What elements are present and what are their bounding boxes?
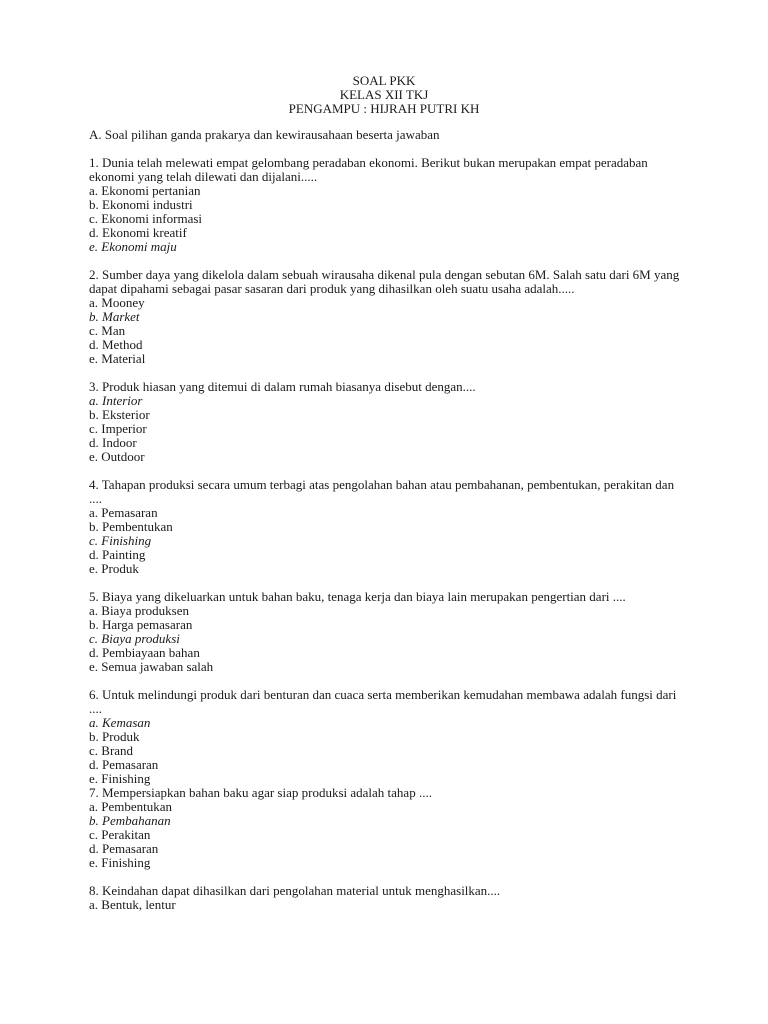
option-a: a. Ekonomi pertanian bbox=[89, 183, 201, 198]
question-text: 5. Biaya yang dikeluarkan untuk bahan baku, tenaga kerja dan biaya lain merupakan pengertian dari .... bbox=[89, 589, 626, 604]
option-a-answer: a. Kemasan bbox=[89, 715, 151, 730]
question-2 bbox=[89, 268, 689, 366]
question-1 bbox=[89, 156, 689, 254]
option-e: e. Semua jawaban salah bbox=[89, 659, 214, 674]
option-a: a. Bentuk, lentur bbox=[89, 897, 176, 912]
option-c: c. Ekonomi informasi bbox=[89, 211, 203, 226]
header-title: SOAL PKK bbox=[352, 73, 416, 88]
option-a: a. Pemasaran bbox=[89, 505, 158, 520]
option-d: d. Method bbox=[89, 337, 143, 352]
question-3 bbox=[89, 380, 689, 464]
option-a: a. Mooney bbox=[89, 295, 145, 310]
option-e: e. Finishing bbox=[89, 855, 151, 870]
option-c-answer: c. Finishing bbox=[89, 533, 152, 548]
option-c: c. Imperior bbox=[89, 421, 147, 436]
option-d: d. Indoor bbox=[89, 435, 137, 450]
option-e-answer: e. Ekonomi maju bbox=[89, 239, 177, 254]
question-7 bbox=[89, 786, 689, 870]
option-c: c. Man bbox=[89, 323, 126, 338]
question-text: 1. Dunia telah melewati empat gelombang peradaban ekonomi. Berikut bukan merupakan empat peradaban ekonomi yang telah dilewati dan dijalani..... bbox=[89, 155, 648, 184]
question-text: 2. Sumber daya yang dikelola dalam sebuah wirausaha dikenal pula dengan sebutan 6M. Salah satu dari 6M yang dapat dipahami sebagai pasar sasaran dari produk yang dihasilkan oleh suatu usaha adalah..... bbox=[89, 267, 680, 296]
option-a-answer: a. Interior bbox=[89, 393, 143, 408]
option-b-answer: b. Pembahanan bbox=[89, 813, 171, 828]
option-c-answer: c. Biaya produksi bbox=[89, 631, 180, 646]
question-8 bbox=[89, 884, 689, 912]
document-header bbox=[0, 74, 768, 116]
question-5 bbox=[89, 590, 689, 674]
option-b: b. Pembentukan bbox=[89, 519, 173, 534]
option-d: d. Pemasaran bbox=[89, 841, 159, 856]
option-d: d. Painting bbox=[89, 547, 146, 562]
section-intro: A. Soal pilihan ganda prakarya dan kewirausahaan beserta jawaban bbox=[89, 127, 440, 142]
option-b: b. Eksterior bbox=[89, 407, 150, 422]
option-d: d. Pemasaran bbox=[89, 757, 159, 772]
option-a: a. Pembentukan bbox=[89, 799, 173, 814]
question-text: 4. Tahapan produksi secara umum terbagi atas pengolahan bahan atau pembahanan, pembentukan, perakitan dan .... bbox=[89, 477, 675, 506]
question-text: 7. Mempersiapkan bahan baku agar siap produksi adalah tahap .... bbox=[89, 785, 432, 800]
option-e: e. Material bbox=[89, 351, 146, 366]
question-text: 3. Produk hiasan yang ditemui di dalam rumah biasanya disebut dengan.... bbox=[89, 379, 476, 394]
option-b: b. Produk bbox=[89, 729, 140, 744]
question-text: 6. Untuk melindungi produk dari benturan dan cuaca serta memberikan kemudahan membawa adalah fungsi dari .... bbox=[89, 687, 677, 716]
document-content bbox=[89, 128, 689, 926]
option-e: e. Finishing bbox=[89, 771, 151, 786]
option-a: a. Biaya produksen bbox=[89, 603, 190, 618]
question-6 bbox=[89, 688, 689, 786]
option-d: d. Pembiayaan bahan bbox=[89, 645, 200, 660]
question-4 bbox=[89, 478, 689, 576]
option-c: c. Perakitan bbox=[89, 827, 151, 842]
header-teacher: PENGAMPU : HIJRAH PUTRI KH bbox=[288, 101, 480, 116]
option-e: e. Produk bbox=[89, 561, 139, 576]
option-c: c. Brand bbox=[89, 743, 134, 758]
question-text: 8. Keindahan dapat dihasilkan dari pengolahan material untuk menghasilkan.... bbox=[89, 883, 501, 898]
header-class: KELAS XII TKJ bbox=[339, 87, 429, 102]
option-b: b. Ekonomi industri bbox=[89, 197, 193, 212]
option-d: d. Ekonomi kreatif bbox=[89, 225, 187, 240]
option-b-answer: b. Market bbox=[89, 309, 140, 324]
option-b: b. Harga pemasaran bbox=[89, 617, 193, 632]
option-e: e. Outdoor bbox=[89, 449, 145, 464]
